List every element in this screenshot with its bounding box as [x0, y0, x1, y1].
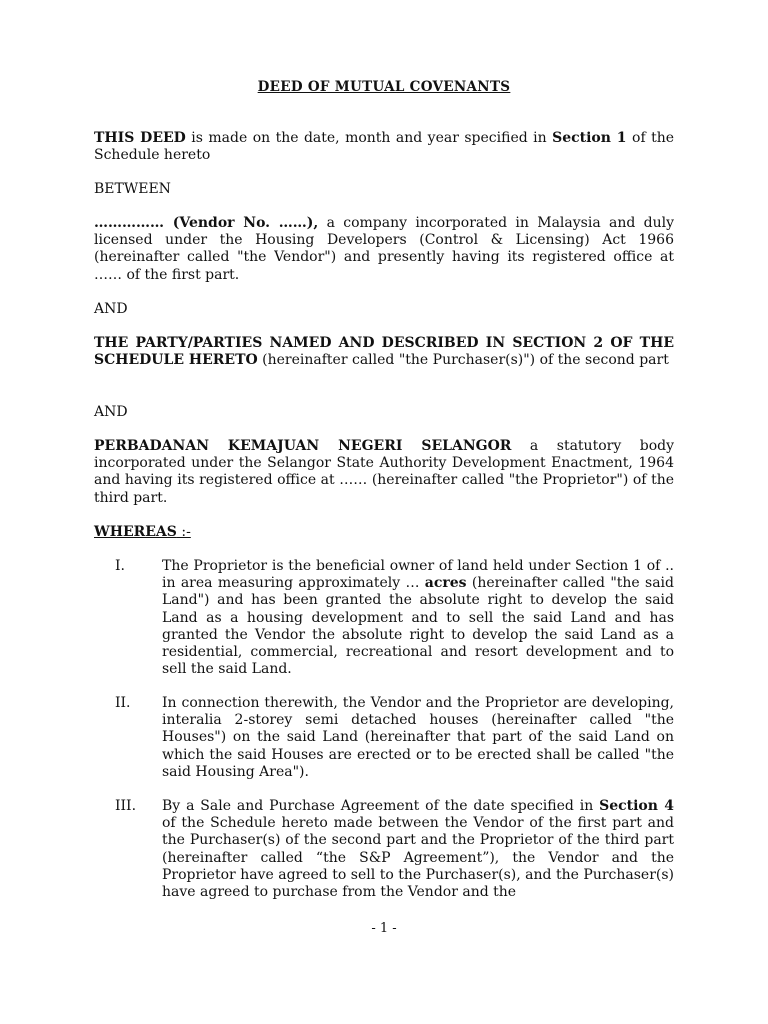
recital-2-text-1: In connection therewith, the Vendor and the Proprietor are developing, interalia 2-storey semi detached houses (hereinafter called "the Houses") on the said Land (hereinafter that part of the said Land on which the said Houses are erected or to be erected shall be called "the said Housing Area").: [162, 695, 674, 780]
page-number: - 1 -: [371, 921, 397, 936]
purchaser-bold: THE PARTY/PARTIES NAMED AND DESCRIBED IN SECTION 2 OF THE SCHEDULE HERETO: [94, 335, 674, 369]
recital-number: III.: [115, 798, 137, 814]
recital-text: [162, 798, 674, 901]
intro-bold-section: Section 1: [552, 130, 627, 146]
proprietor-text: a statutory body incorporated under the Selangor State Authority Development Enactment, 1964 and having its registered office at …… (hereinafter called "the Proprietor") of the third part.: [94, 438, 675, 506]
recital-text: [162, 695, 674, 781]
document-title: DEED OF MUTUAL COVENANTS: [257, 79, 511, 95]
and-label-2: AND: [94, 404, 128, 420]
recital-number: II.: [115, 695, 131, 711]
recital-text: [162, 558, 674, 678]
recital-1-bold: acres: [424, 575, 467, 592]
recital-1-text-1: The Proprietor is the beneficial owner of land held under Section 1 of .. in area measuring approximately …: [162, 558, 674, 592]
recital-1-text-2: (hereinafter called "the said Land") and has been granted the absolute right to develop the said Land as a housing development and to sell the said Land and has granted the Vendor the absolute right to develop the said Land as a residential, commercial, recreational and resort development and to sell the said Land.: [162, 575, 674, 678]
and-label-1: AND: [94, 301, 128, 317]
recital-3-text-1: By a Sale and Purchase Agreement of the date specified in: [162, 798, 600, 814]
purchaser-text: (hereinafter called "the Purchaser(s)") of the second part: [257, 352, 669, 369]
recital-3-text-2: of the Schedule hereto made between the Vendor of the first part and the Purchaser(s) of the second part and the Proprietor of the third part (hereinafter called “the S&P Agreement”), the Vendor and the Proprietor have agreed to sell to the Purchaser(s), and the Purchaser(s) have agreed to purchase from the Vendor and the: [162, 815, 674, 901]
whereas-heading: [94, 524, 191, 540]
vendor-text: a company incorporated in Malaysia and duly licensed under the Housing Developers (Control & Licensing) Act 1966 (hereinafter called "the Vendor") and presently having its registered office at …… of the first part.: [94, 215, 674, 283]
intro-bold-this-deed: THIS DEED: [94, 130, 186, 146]
purchaser-paragraph: [94, 335, 674, 369]
intro-text-2: of the Schedule hereto: [94, 130, 674, 164]
intro-text-1: is made on the date, month and year specified in: [185, 130, 553, 146]
vendor-paragraph: [94, 215, 674, 284]
recital-3-bold: Section 4: [599, 798, 674, 814]
recital-number: I.: [115, 558, 125, 574]
vendor-bold: …………… (Vendor No. ……),: [94, 215, 319, 231]
whereas-colon: :-: [176, 524, 191, 540]
proprietor-paragraph: [94, 438, 674, 507]
intro-paragraph: [94, 130, 674, 164]
proprietor-bold: PERBADANAN KEMAJUAN NEGERI SELANGOR: [94, 438, 512, 454]
whereas-label: WHEREAS: [94, 524, 177, 540]
between-label: BETWEEN: [94, 181, 171, 197]
